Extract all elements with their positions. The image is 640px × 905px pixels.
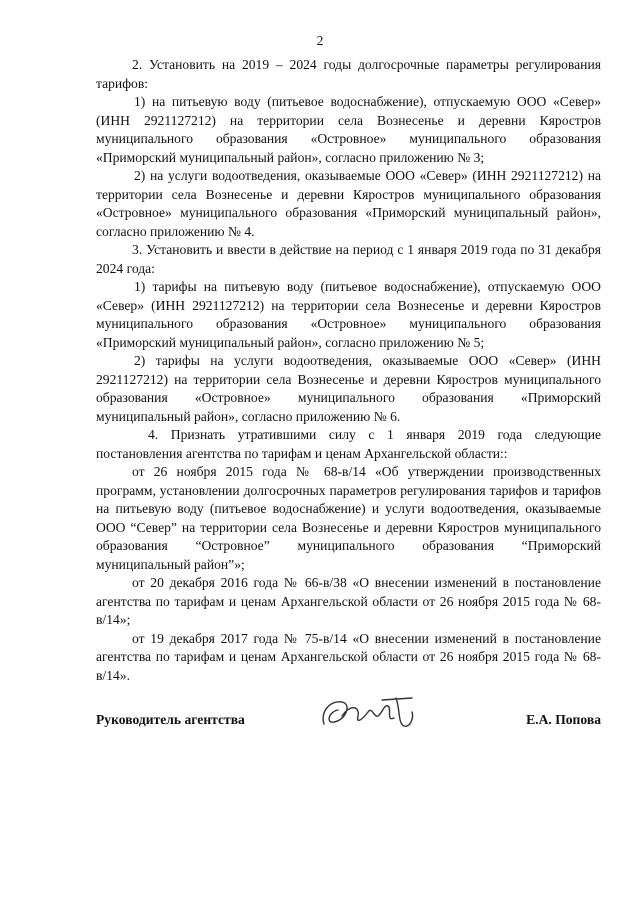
paragraph-4: 4. Признать утратившими силу с 1 января 2019 года следующие постановления агентства по тарифам и ценам Архангельской области:: xyxy=(96,427,601,461)
signatory-title: Руководитель агентства xyxy=(96,712,245,727)
repealed-item-1: от 26 ноября 2015 года № 68-в/14 «Об утверждении производственных программ, установлении долгосрочных параметров регулирования тарифов и тарифов на питьевую воду (питьевое водоснабжение) и услуги водоотведения, оказываемые ООО “Север” на территории села Вознесенье и деревни Кяростров муниципального образования “Островное” муниципального образования “Приморский муниципальный район”»; xyxy=(96,464,601,572)
document-body xyxy=(96,56,601,685)
repealed-item-2: от 20 декабря 2016 года № 66-в/38 «О внесении изменений в постановление агентства по тарифам и ценам Архангельской области от 26 ноября 2015 года № 68-в/14»; xyxy=(96,575,601,627)
paragraph-2-1: 1) на питьевую воду (питьевое водоснабжение), отпускаемую ООО «Север» (ИНН 2921127212) на территории села Вознесенье и деревни Кяростров муниципального образования «Островное» муниципального образования «Приморский муниципальный район», согласно приложению № 3; xyxy=(96,94,601,165)
repealed-item-3: от 19 декабря 2017 года № 75-в/14 «О внесении изменений в постановление агентства по тарифам и ценам Архангельской области от 26 ноября 2015 года № 68-в/14». xyxy=(96,630,601,683)
paragraph-2: 2. Установить на 2019 – 2024 годы долгосрочные параметры регулирования тарифов: xyxy=(96,57,601,91)
signatory-name: Е.А. Попова xyxy=(526,712,601,727)
paragraph-3-1: 1) тарифы на питьевую воду (питьевое водоснабжение), отпускаемую ООО «Север» (ИНН 2921127212) на территории села Вознесенье и деревни Кяростров муниципального образования «Островное» муниципального образования «Приморский муниципальный район», согласно приложению № 5; xyxy=(96,279,601,350)
signature-block xyxy=(96,700,601,740)
paragraph-2-2: 2) на услуги водоотведения, оказываемые ООО «Север» (ИНН 2921127212) на территории села Вознесенье и деревни Кяростров муниципального образования «Островное» муниципального образования «Приморский муниципальный район», согласно приложению № 4. xyxy=(96,168,601,239)
paragraph-3: 3. Установить и ввести в действие на период с 1 января 2019 года по 31 декабря 2024 года: xyxy=(96,242,601,276)
paragraph-3-2: 2) тарифы на услуги водоотведения, оказываемые ООО «Север» (ИНН 2921127212) на территории села Вознесенье и деревни Кяростров муниципального образования «Островное» муниципального образования «Приморский муниципальный район», согласно приложению № 6. xyxy=(96,353,601,424)
handwritten-signature xyxy=(316,694,426,738)
page-number: 2 xyxy=(316,33,324,48)
